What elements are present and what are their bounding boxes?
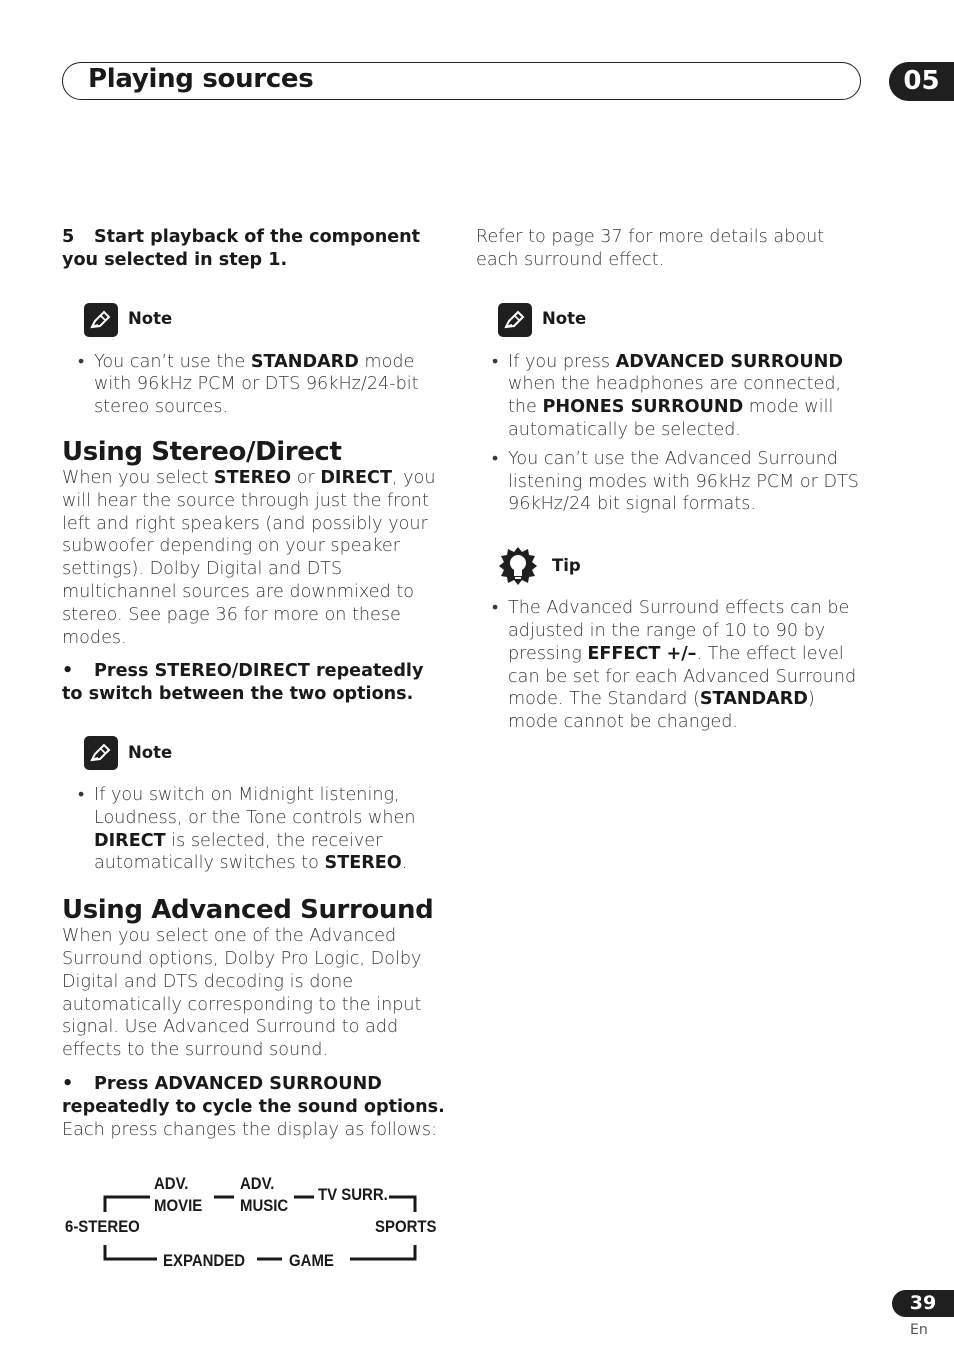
- tip-list: [476, 597, 866, 734]
- page-title: Playing sources: [88, 64, 314, 94]
- mode-cycle-diagram: [62, 1170, 447, 1280]
- advanced-surround-instruction: • Press ADVANCED SURROUND repeatedly to cycle the sound options.: [62, 1073, 445, 1117]
- tip-heading: Tip: [498, 546, 866, 586]
- note-item: • You can’t use the STANDARD mode with 96kHz PCM or DTS 96kHz/24-bit stereo sources.: [62, 351, 447, 419]
- left-column: [62, 226, 447, 1141]
- advanced-surround-paragraph: When you select one of the Advanced Surround options, Dolby Pro Logic, Dolby Digital and DTS decoding is done automatically corresponding to the input signal. Use Advanced Surround to add effects to the surround sound.: [62, 926, 422, 1061]
- mode-expanded: EXPANDED: [163, 1251, 246, 1270]
- mode-adv-music: ADV. MUSIC: [240, 1174, 289, 1215]
- note-item: • If you press ADVANCED SURROUND when the headphones are connected, the PHONES SURROUND mode will automatically be selected.: [476, 351, 866, 442]
- section-heading-advanced-surround: Using Advanced Surround: [62, 895, 434, 926]
- note-list: [62, 784, 447, 875]
- mode-adv-movie: ADV. MOVIE: [154, 1174, 203, 1215]
- note-list: [62, 351, 447, 419]
- note-item: • You can’t use the Advanced Surround listening modes with 96kHz PCM or DTS 96kHz/24 bit signal formats.: [476, 448, 866, 516]
- pencil-icon: [84, 303, 118, 337]
- mode-sports: SPORTS: [375, 1217, 437, 1236]
- language-code: En: [910, 1322, 928, 1338]
- note-heading: Note: [84, 736, 447, 770]
- right-column: [476, 226, 866, 740]
- intro-paragraph: Refer to page 37 for more details about each surround effect.: [476, 227, 825, 270]
- lightbulb-icon: [498, 546, 538, 586]
- pencil-icon: [84, 736, 118, 770]
- chapter-badge: 05: [889, 62, 954, 101]
- page-number: 39: [892, 1290, 954, 1317]
- note-heading: Note: [84, 303, 447, 337]
- mode-6-stereo: 6-STEREO: [65, 1217, 140, 1236]
- mode-tv-surr: TV SURR.: [318, 1185, 388, 1204]
- note-heading: Note: [498, 303, 866, 337]
- advanced-surround-after: Each press changes the display as follows:: [62, 1119, 438, 1140]
- stereo-direct-instruction: • Press STEREO/DIRECT repeatedly to switch between the two options.: [62, 661, 424, 705]
- pencil-icon: [498, 303, 532, 337]
- tip-item: • The Advanced Surround effects can be adjusted in the range of 10 to 90 by pressing EFFECT +/–. The effect level can be set for each Advanced Surround mode. The Standard (STANDARD) mode cannot be changed.: [476, 597, 866, 734]
- step-5: 5 Start playback of the component you selected in step 1.: [62, 227, 421, 270]
- note-list: [476, 351, 866, 517]
- section-heading-stereo-direct: Using Stereo/Direct: [62, 436, 342, 467]
- stereo-direct-paragraph: When you select STEREO or DIRECT, you will hear the source through just the front left and right speakers (and possibly your subwoofer depending on your speaker settings). Dolby Digital and DTS multichannel sources are downmixed to stereo. See page 36 for more on these modes.: [62, 467, 436, 648]
- mode-game: GAME: [289, 1251, 334, 1270]
- note-item: • If you switch on Midnight listening, Loudness, or the Tone controls when DIRECT is selected, the receiver automatically switches to STEREO.: [62, 784, 447, 875]
